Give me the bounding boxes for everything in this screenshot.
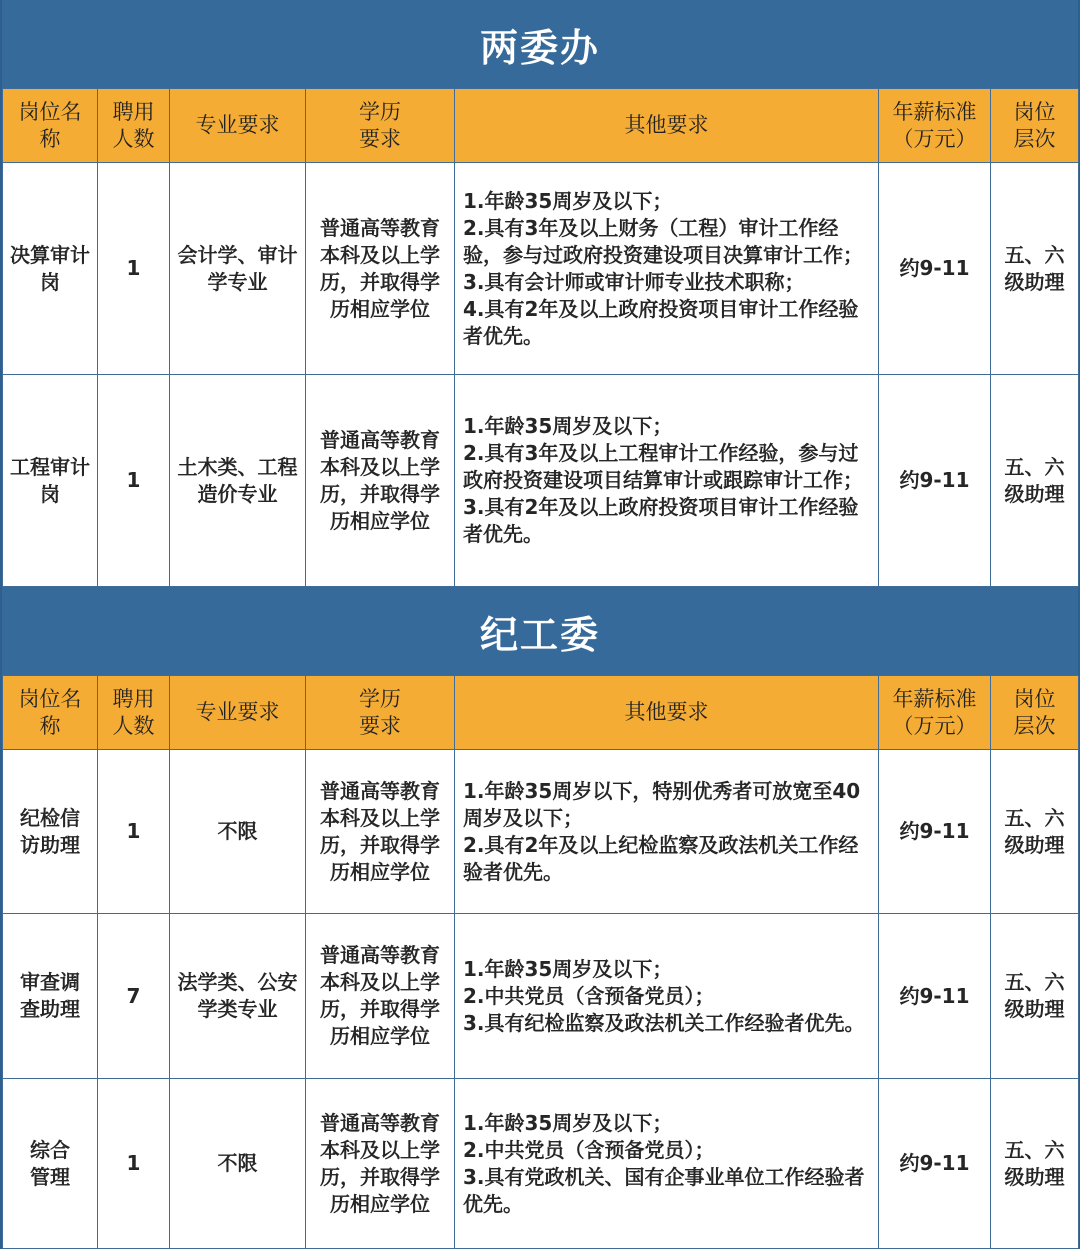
- education-requirement: 普通高等教育本科及以上学历，并取得学历相应学位: [306, 163, 455, 375]
- salary-value: 约9-11: [879, 163, 991, 375]
- other-requirements: [455, 1079, 879, 1249]
- positions-table-liangweiban: [2, 88, 1079, 587]
- section-title: 两委办: [479, 25, 600, 70]
- position-name: 纪检信访助理: [3, 750, 98, 914]
- other-requirements: [455, 914, 879, 1079]
- table-row: [3, 1079, 1079, 1249]
- major-requirement: 不限: [170, 750, 306, 914]
- column-header-position: 岗位名称: [3, 676, 98, 750]
- table-row: [3, 375, 1079, 587]
- table-row: [3, 750, 1079, 914]
- education-requirement: 普通高等教育本科及以上学历，并取得学历相应学位: [306, 1079, 455, 1249]
- column-header-level: 岗位层次: [991, 676, 1079, 750]
- other-requirements: [455, 163, 879, 375]
- column-header-other: 其他要求: [455, 676, 879, 750]
- requirement-item: 1.年龄35周岁及以下；: [463, 414, 673, 438]
- requirement-item: 1.年龄35周岁以下，特别优秀者可放宽至40周岁及以下；: [463, 778, 861, 830]
- column-header-salary: 年薪标准（万元）: [879, 676, 991, 750]
- salary-value: 约9-11: [879, 1079, 991, 1249]
- column-header-education: 学历要求: [306, 89, 455, 163]
- requirement-item: 2.中共党员（含预备党员）；: [463, 1137, 715, 1162]
- table-row: [3, 163, 1079, 375]
- positions-table-jigongwei: [2, 675, 1079, 1249]
- column-header-level: 岗位层次: [991, 89, 1079, 163]
- column-header-major: 专业要求: [170, 676, 306, 750]
- requirement-item: 3.具有纪检监察及政法机关工作经验者优先。: [463, 1010, 865, 1035]
- requirement-item: 3.具有党政机关、国有企事业单位工作经验者优先。: [463, 1164, 865, 1216]
- major-requirement: 会计学、审计学专业: [170, 163, 306, 375]
- major-requirement: 法学类、公安学类专业: [170, 914, 306, 1079]
- position-level: 五、六级助理: [991, 375, 1079, 587]
- other-requirements: [455, 750, 879, 914]
- column-header-count: 聘用人数: [98, 89, 170, 163]
- salary-value: 约9-11: [879, 375, 991, 587]
- other-requirements: [455, 375, 879, 587]
- education-requirement: 普通高等教育本科及以上学历，并取得学历相应学位: [306, 375, 455, 587]
- requirement-item: 2.中共党员（含预备党员）；: [463, 983, 715, 1008]
- position-level: 五、六级助理: [991, 914, 1079, 1079]
- column-header-major: 专业要求: [170, 89, 306, 163]
- requirement-item: 2.具有2年及以上纪检监察及政法机关工作经验者优先。: [463, 832, 859, 884]
- section-title: 纪工委: [479, 612, 600, 657]
- requirement-item: 1.年龄35周岁及以下；: [463, 956, 673, 981]
- requirement-item: 1.年龄35周岁及以下；: [463, 188, 673, 213]
- education-requirement: 普通高等教育本科及以上学历，并取得学历相应学位: [306, 914, 455, 1079]
- hire-count: 1: [98, 375, 170, 587]
- position-level: 五、六级助理: [991, 163, 1079, 375]
- requirement-item: 2.具有3年及以上财务（工程）审计工作经验，参与过政府投资建设项目决算审计工作；: [463, 215, 863, 267]
- table-row: [3, 914, 1079, 1079]
- requirement-item: 1.年龄35周岁及以下；: [463, 1110, 673, 1135]
- column-header-count: 聘用人数: [98, 676, 170, 750]
- column-header-other: 其他要求: [455, 89, 879, 163]
- salary-value: 约9-11: [879, 750, 991, 914]
- education-requirement: 普通高等教育本科及以上学历，并取得学历相应学位: [306, 750, 455, 914]
- position-level: 五、六级助理: [991, 750, 1079, 914]
- position-level: 五、六级助理: [991, 1079, 1079, 1249]
- position-name: 综合管理: [3, 1079, 98, 1249]
- table-header-row: [3, 676, 1079, 750]
- major-requirement: 不限: [170, 1079, 306, 1249]
- hire-count: 1: [98, 1079, 170, 1249]
- salary-value: 约9-11: [879, 914, 991, 1079]
- column-header-salary: 年薪标准（万元）: [879, 89, 991, 163]
- position-name: 审查调查助理: [3, 914, 98, 1079]
- section-header-liangweiban: [2, 0, 1078, 88]
- hire-count: 1: [98, 163, 170, 375]
- column-header-education: 学历要求: [306, 676, 455, 750]
- requirement-item: 4.具有2年及以上政府投资项目审计工作经验者优先。: [463, 296, 859, 348]
- table-header-row: [3, 89, 1079, 163]
- requirement-item: 3.具有会计师或审计师专业技术职称；: [463, 269, 805, 294]
- requirement-item: 3.具有2年及以上政府投资项目审计工作经验者优先。: [463, 495, 859, 546]
- hire-count: 7: [98, 914, 170, 1079]
- section-header-jigongwei: [2, 587, 1078, 675]
- requirement-item: 2.具有3年及以上工程审计工作经验，参与过政府投资建设项目结算审计或跟踪审计工作；: [463, 441, 863, 492]
- position-name: 工程审计岗: [3, 375, 98, 587]
- column-header-position: 岗位名称: [3, 89, 98, 163]
- position-name: 决算审计岗: [3, 163, 98, 375]
- hire-count: 1: [98, 750, 170, 914]
- major-requirement: 土木类、工程造价专业: [170, 375, 306, 587]
